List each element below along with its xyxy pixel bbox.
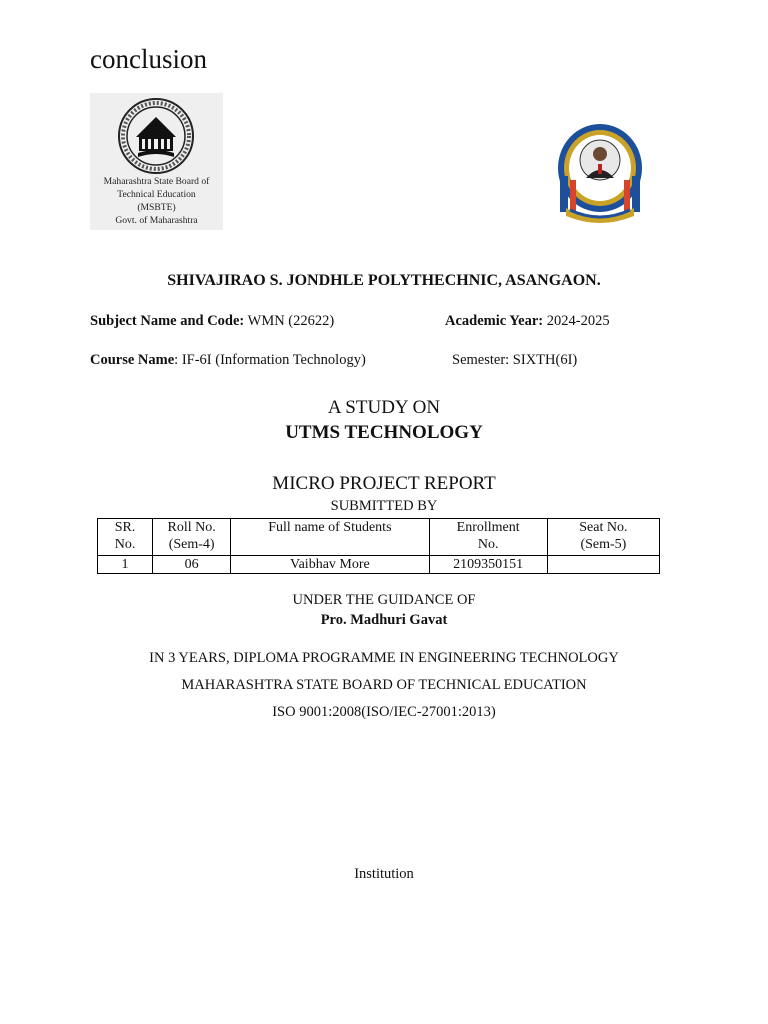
footer-institution-label: Institution bbox=[354, 866, 414, 882]
semester-line bbox=[452, 352, 577, 369]
academic-year-value: 2024-2025 bbox=[543, 313, 610, 329]
cell-roll-no: 06 bbox=[153, 556, 231, 574]
header-enrollment-no: Enrollment No. bbox=[429, 519, 547, 556]
topic-title: UTMS TECHNOLOGY bbox=[285, 422, 483, 443]
semester-label: Semester bbox=[452, 352, 506, 368]
subject-line bbox=[90, 313, 334, 330]
subject-label: Subject Name and Code: bbox=[90, 313, 245, 329]
page-heading: conclusion bbox=[90, 44, 207, 74]
guide-name: Pro. Madhuri Gavat bbox=[320, 612, 448, 628]
cell-full-name: Vaibhav More bbox=[231, 556, 429, 574]
academic-year-label: Academic Year: bbox=[445, 313, 544, 329]
study-line: A STUDY ON bbox=[327, 397, 441, 418]
report-title: MICRO PROJECT REPORT bbox=[272, 473, 496, 494]
course-label: Course Name bbox=[90, 352, 175, 368]
cell-enrollment-no: 2109350151 bbox=[429, 556, 547, 574]
header-seat-no: Seat No. (Sem-5) bbox=[547, 519, 659, 556]
cell-seat-no bbox=[547, 556, 659, 574]
institute-name: SHIVAJIRAO S. JONDHLE POLYTHECHNIC, ASANGAON. bbox=[167, 272, 601, 289]
msbte-emblem-logo bbox=[112, 97, 200, 175]
caption-line: Technical Education bbox=[117, 189, 196, 200]
students-table bbox=[97, 518, 660, 574]
academic-year-line bbox=[445, 313, 610, 330]
cell-sr-no: 1 bbox=[98, 556, 153, 574]
table-row bbox=[98, 556, 660, 574]
msbte-caption bbox=[90, 175, 223, 227]
caption-line: Maharashtra State Board of bbox=[103, 176, 210, 187]
programme-line: IN 3 YEARS, DIPLOMA PROGRAMME IN ENGINEERING TECHNOLOGY bbox=[149, 650, 619, 666]
caption-line: Govt. of Maharashtra bbox=[115, 215, 198, 226]
submitted-by: SUBMITTED BY bbox=[330, 498, 438, 514]
table-header-row bbox=[98, 519, 660, 556]
course-value: : IF-6I (Information Technology) bbox=[174, 352, 366, 368]
subject-value: WMN (22622) bbox=[244, 313, 335, 329]
iso-line: ISO 9001:2008(ISO/IEC-27001:2013) bbox=[272, 704, 496, 720]
header-roll-no: Roll No. (Sem-4) bbox=[153, 519, 231, 556]
msbte-logo bbox=[90, 93, 223, 230]
guidance-label: UNDER THE GUIDANCE OF bbox=[292, 592, 476, 608]
header-sr-no: SR. No. bbox=[98, 519, 153, 556]
caption-line: (MSBTE) bbox=[137, 202, 176, 213]
board-line: MAHARASHTRA STATE BOARD OF TECHNICAL EDUCATION bbox=[181, 677, 587, 693]
semester-value: : SIXTH(6I) bbox=[505, 352, 578, 368]
course-line bbox=[90, 352, 366, 369]
header-full-name: Full name of Students bbox=[231, 519, 429, 556]
institution-emblem-logo bbox=[556, 118, 644, 230]
